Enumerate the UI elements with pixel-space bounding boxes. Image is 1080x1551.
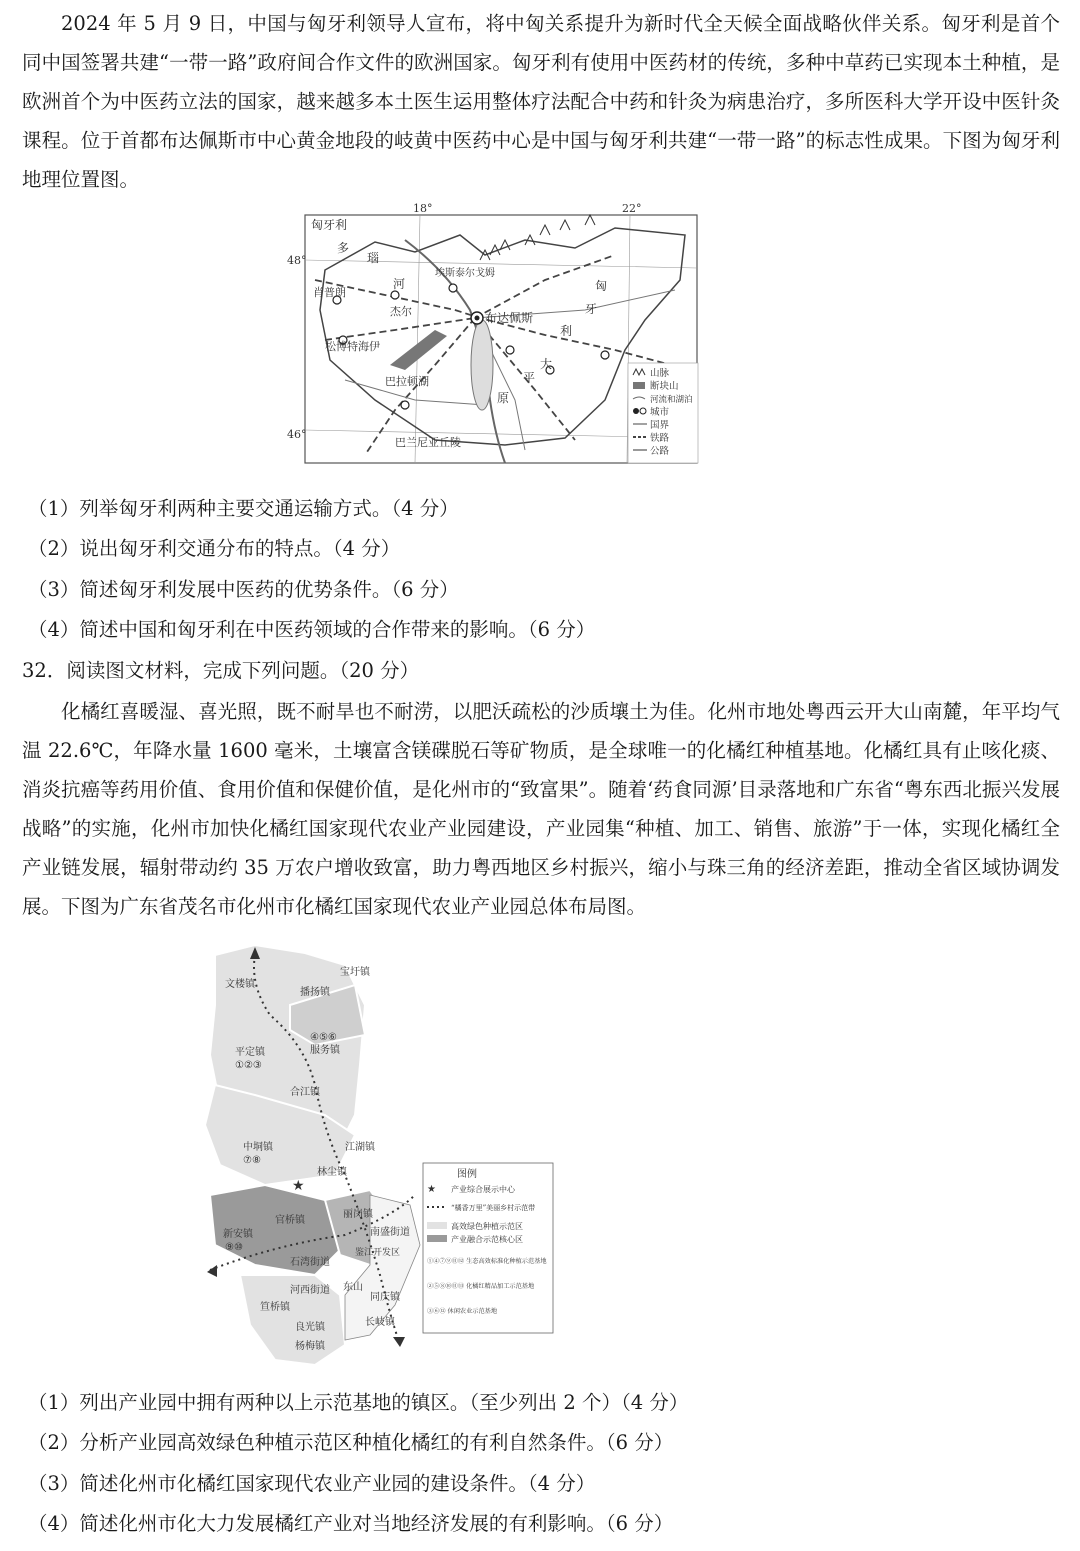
hungary-map [285,200,705,468]
q31-intro-paragraph: 2024 年 5 月 9 日，中国与匈牙利领导人宣布，将中匈关系提升为新时代全天候全面战略伙伴关系。匈牙利是首个同中国签署共建“一带一路”政府间合作文件的欧洲国家。匈牙利有使用中医药材的传统，多种中草药已实现本土种植，是欧洲首个为中医药立法的国家，越来越多本土医生运用整体疗法配合中药和针灸为病患治疗，多所医科大学开设中医针灸课程。位于首都布达佩斯市中心黄金地段的岐黄中医药中心是中国与匈牙利共建“一带一路”的标志性成果。下图为匈牙利地理位置图。 [22,12,1060,191]
legend-label: 产业综合展示中心 [451,1185,515,1194]
legend-label: “橘香万里”美丽乡村示范带 [451,1204,536,1212]
legend-title: 图例 [457,1169,477,1180]
legend-label: ③⑥⑫ 休闲农业示范基地 [427,1308,498,1315]
place-label: 多 [337,241,350,255]
town-label: 长岐镇 [365,1317,395,1328]
legend-label: 河流和湖泊 [650,395,693,405]
place-label: 布达佩斯 [485,311,534,325]
place-label: 杰尔 [390,305,412,318]
lat-label: 48° [287,254,307,267]
q32-heading: 32．阅读图文材料，完成下列问题。（20 分） [22,659,420,682]
town-label: 合江镇 [290,1087,320,1098]
town-label: ⑨⑩ [225,1242,243,1253]
q32-question-3: （3）简述化州市化橘红国家现代农业产业园的建设条件。（4 分） [28,1472,596,1495]
map-title: 匈牙利 [311,218,348,232]
place-label: 大 [540,357,553,371]
lat-label: 46° [287,428,307,441]
town-label: 新安镇 [223,1229,253,1240]
legend-label: 铁路 [650,433,670,444]
place-label: 匈 [595,279,608,293]
place-label: 埃斯泰尔戈姆 [435,268,495,279]
town-label: 服务镇 [310,1045,340,1056]
q32-question-4: （4）简述化州市化大力发展橘红产业对当地经济发展的有利影响。（6 分） [28,1512,674,1535]
place-label: 河 [393,277,406,291]
place-label: 瑙 [367,251,380,265]
q32-question-2: （2）分析产业园高效绿色种植示范区种植化橘红的有利自然条件。（6 分） [28,1431,674,1454]
legend-label: ①④⑦⑨⑪⑫ 生态高效标准化种植示范基地 [427,1258,547,1265]
town-label: ①②③ [235,1060,262,1071]
town-label: 杨梅镇 [295,1341,325,1352]
place-label: 利 [560,324,573,338]
legend-label: 公路 [650,446,670,457]
svg-text:★: ★ [427,1184,436,1195]
town-label: 播扬镇 [300,987,330,998]
q32-intro-paragraph: 化橘红喜暖湿、喜光照，既不耐旱也不耐涝，以肥沃疏松的沙质壤土为佳。化州市地处粤西云开大山南麓，年平均气温 22.6℃，年降水量 1600 毫米，土壤富含镁碟脱石等矿物质，是全球唯一的化橘红种植基地。化橘红具有止咳化痰、消炎抗癌等药用价值、食用价值和保健价值，是化州市的“致富果”。随着‘药食同源’目录落地和广东省“粤东西北振兴发展战略”的实施，化州市加快化橘红国家现代农业产业园建设，产业园集“种植、加工、销售、旅游”于一体，实现化橘红全产业链发展，辐射带动约 35 万农户增收致富，助力粤西地区乡村振兴，缩小与珠三角的经济差距，推动全省区域协调发展。下图为广东省茂名市化州市化橘红国家现代农业产业园总体布局图。 [22,700,1060,918]
town-label: ④⑤⑥ [310,1032,337,1043]
town-label: 河西街道 [290,1285,330,1296]
legend-label: ②⑤⑧⑩⑪⑬ 化橘红精品加工示范基地 [427,1283,535,1290]
town-label: 石湾街道 [290,1257,330,1268]
legend-label: 山脉 [650,368,670,379]
town-label: 鉴江开发区 [355,1248,401,1258]
legend-label: 断块山 [650,381,679,392]
legend-label: 高效绿色种植示范区 [451,1222,523,1231]
town-label: 南盛街道 [370,1227,410,1238]
place-label: 牙 [585,302,598,316]
place-label: 巴拉顿湖 [385,375,429,388]
q31-question-4: （4）简述中国和匈牙利在中医药领域的合作带来的影响。（6 分） [28,618,596,641]
town-label: 江湖镇 [345,1142,375,1153]
lon-label: 22° [622,202,642,215]
town-label: 东山 [343,1282,363,1293]
svg-text:★: ★ [292,1178,305,1194]
place-label: 巴兰尼亚丘陵 [395,436,461,449]
town-label: 林尘镇 [317,1167,347,1178]
town-label: 宝圩镇 [340,967,370,978]
town-label: 良光镇 [295,1322,325,1333]
q32-question-1: （1）列出产业园中拥有两种以上示范基地的镇区。（至少列出 2 个）（4 分） [28,1391,689,1414]
town-label: 平定镇 [235,1047,265,1058]
town-label: 中垌镇 [243,1142,273,1153]
place-label: 平 [523,371,536,385]
place-label: 肖普朗 [313,286,346,299]
legend-label: 国界 [650,420,670,431]
q31-question-1: （1）列举匈牙利两种主要交通运输方式。（4 分） [28,497,459,520]
town-label: 同庆镇 [370,1292,400,1303]
town-label: 文楼镇 [225,979,255,990]
place-label: 松博特海伊 [325,340,380,353]
town-label: 官桥镇 [275,1215,305,1226]
town-label: 丽岗镇 [343,1209,373,1220]
huazhou-map [195,945,555,1370]
town-label: 笪桥镇 [260,1302,290,1313]
q31-question-2: （2）说出匈牙利交通分布的特点。（4 分） [28,537,401,560]
legend-label: 产业融合示范核心区 [451,1235,523,1244]
place-label: 原 [497,391,510,405]
town-label: ⑦⑧ [243,1155,261,1166]
legend-label: 城市 [650,407,670,418]
q31-question-3: （3）简述匈牙利发展中医药的优势条件。（6 分） [28,578,459,601]
lon-label: 18° [413,202,433,215]
